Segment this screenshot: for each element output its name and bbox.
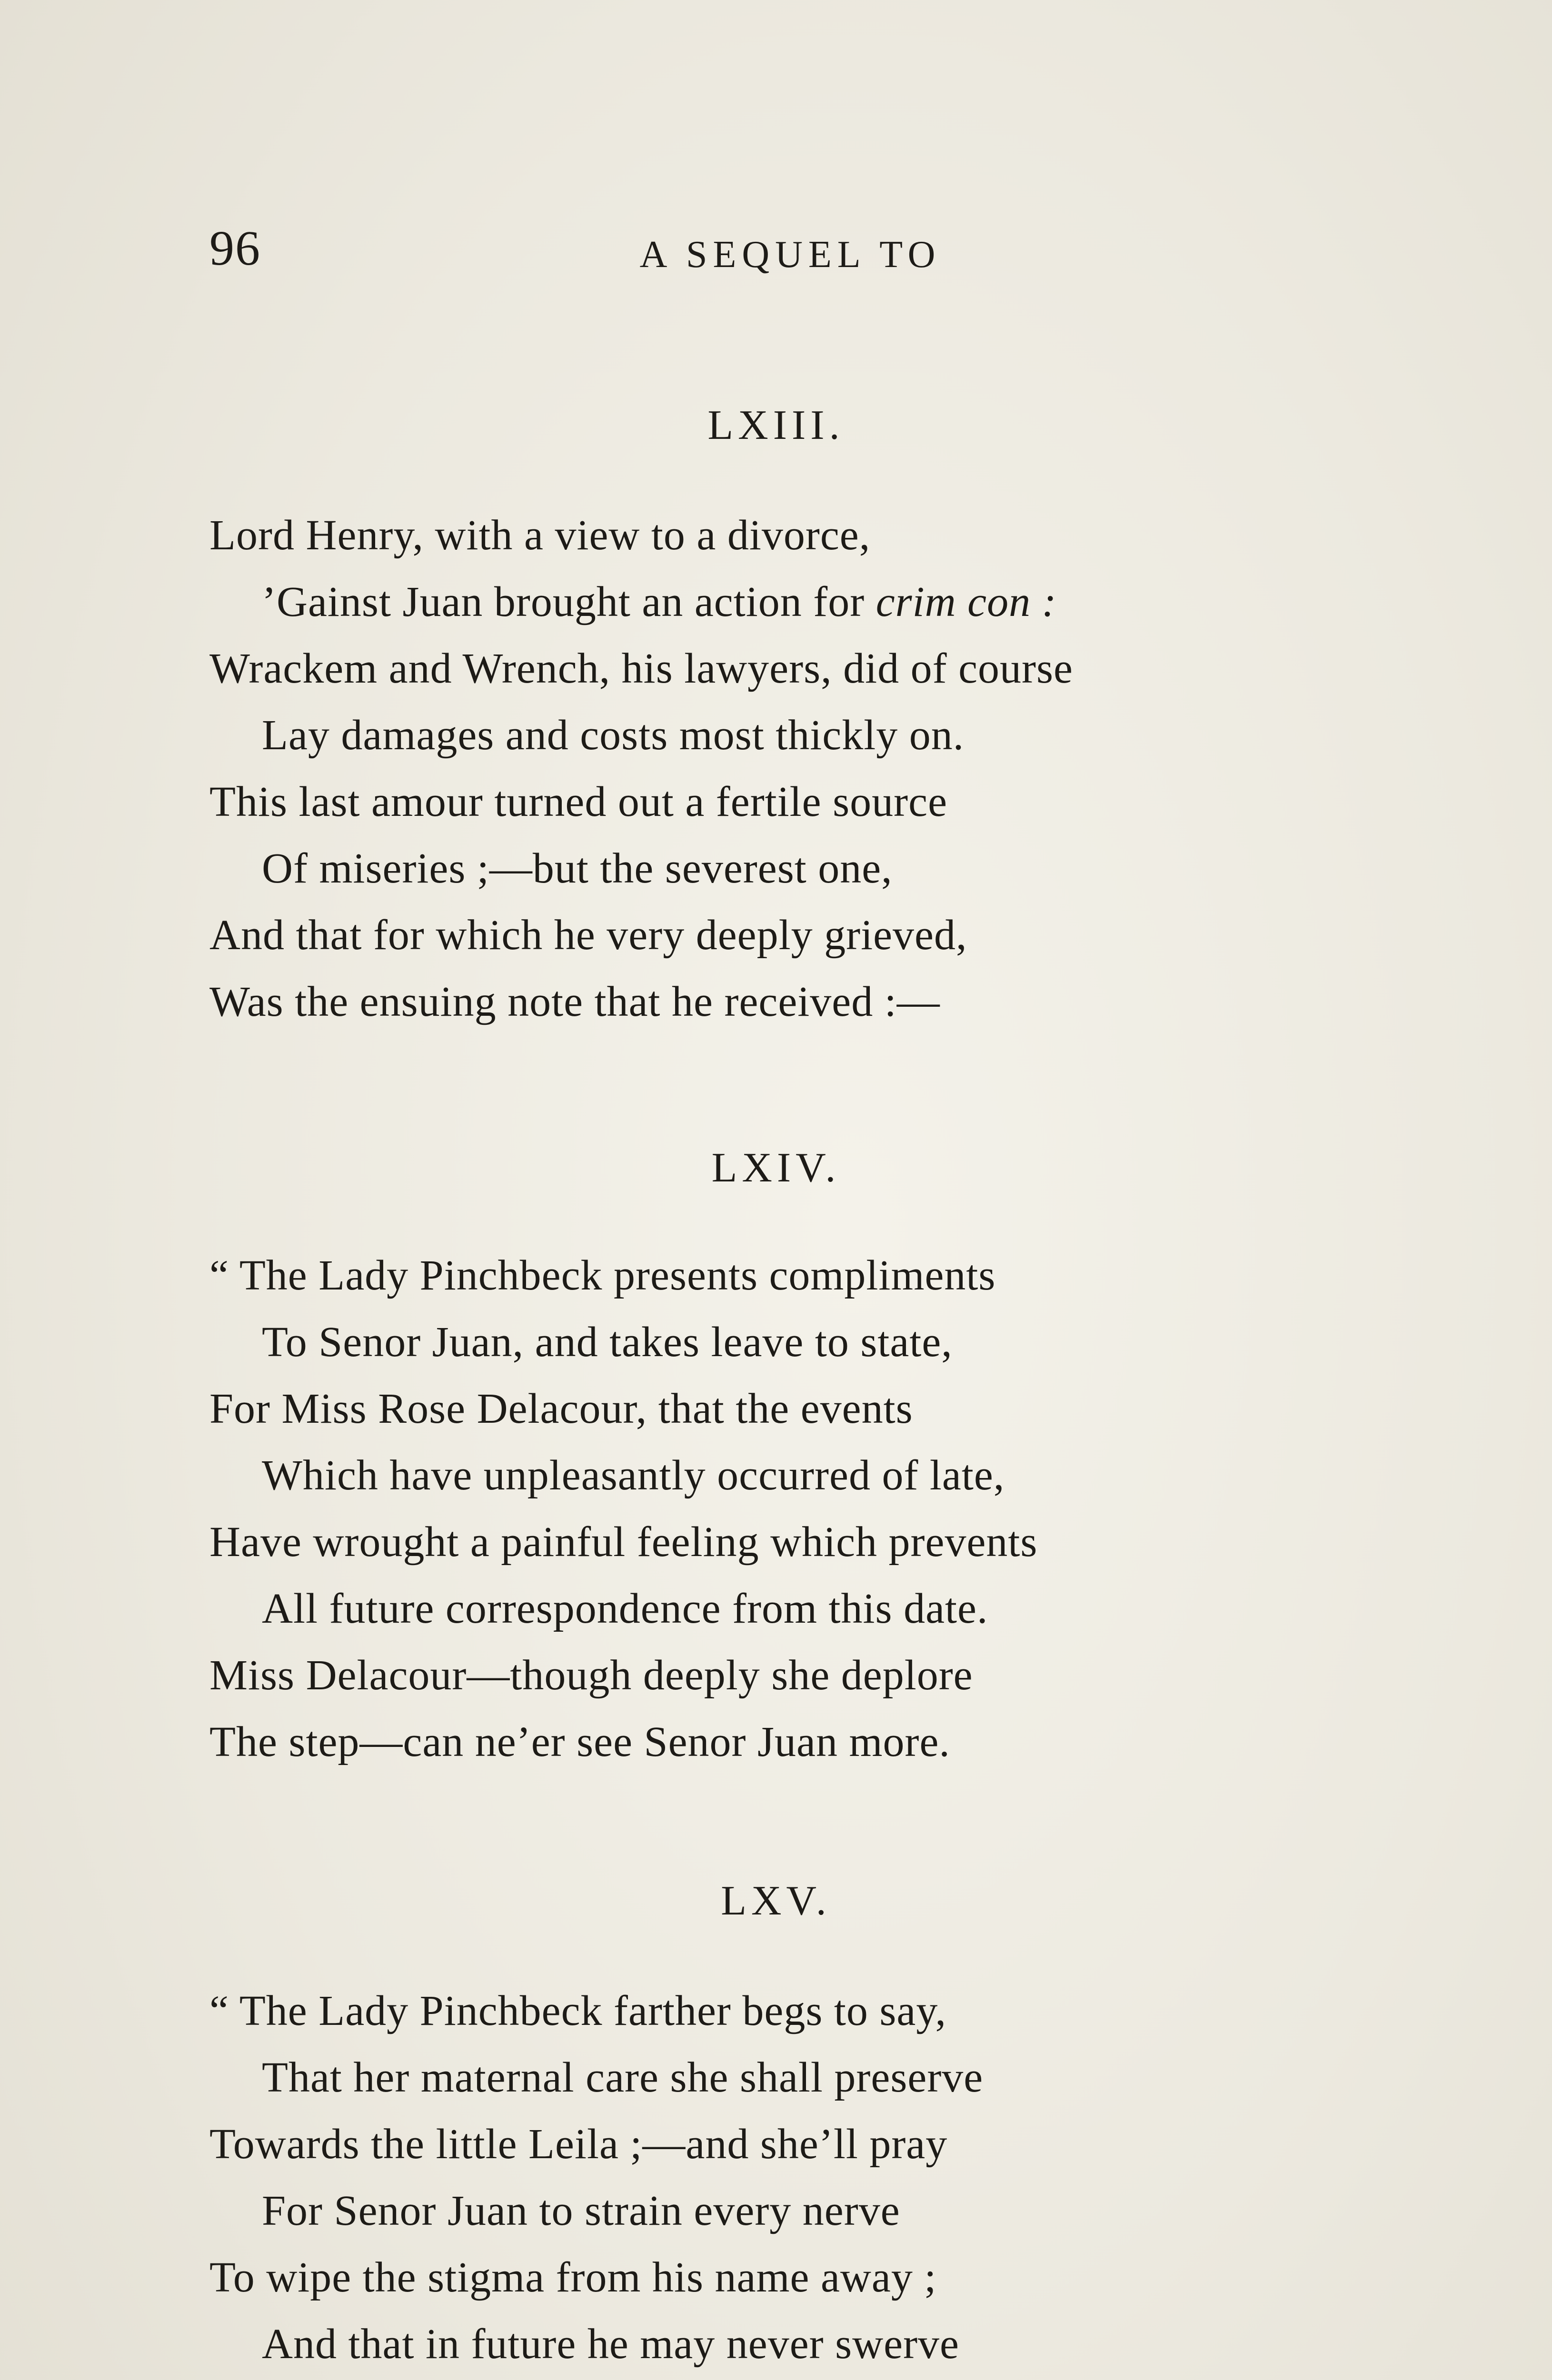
stanza-lxiii bbox=[209, 502, 1400, 1035]
verse-line bbox=[209, 2378, 1400, 2380]
verse-line: This last amour turned out a fertile source bbox=[209, 778, 948, 825]
verse-line: And that in future he may never swerve bbox=[262, 2320, 959, 2368]
verse-line: “ The Lady Pinchbeck presents compliments bbox=[209, 1252, 996, 1299]
stanza-number-lxv: LXV. bbox=[721, 1878, 831, 1924]
verse-line: To Senor Juan, and takes leave to state, bbox=[262, 1319, 953, 1366]
verse-line: “ The Lady Pinchbeck farther begs to say, bbox=[209, 1987, 946, 2034]
verse-line bbox=[209, 569, 1400, 635]
stanza-lxv bbox=[209, 1978, 1400, 2380]
verse-line: Of miseries ;—but the severest one, bbox=[262, 845, 893, 892]
verse-line: Which have unpleasantly occurred of late, bbox=[262, 1452, 1005, 1499]
verse-line: Was the ensuing note that he received :— bbox=[209, 978, 940, 1025]
stanza-lxiv bbox=[209, 1242, 1400, 1775]
verse-line: To wipe the stigma from his name away ; bbox=[209, 2254, 937, 2301]
verse-line: Wrackem and Wrench, his lawyers, did of course bbox=[209, 645, 1073, 692]
stanza-number-lxiv: LXIV. bbox=[711, 1145, 841, 1191]
verse-line: Towards the little Leila ;—and she’ll pray bbox=[209, 2121, 948, 2168]
verse-line: Lord Henry, with a view to a divorce, bbox=[209, 512, 871, 559]
verse-line: The step—can ne’er see Senor Juan more. bbox=[209, 1718, 950, 1765]
running-head: A SEQUEL TO bbox=[639, 234, 941, 276]
verse-line: For Miss Rose Delacour, that the events bbox=[209, 1385, 913, 1432]
verse-line: Miss Delacour—though deeply she deplore bbox=[209, 1652, 973, 1699]
italic-phrase: crim con : bbox=[875, 578, 1057, 625]
page-number: 96 bbox=[209, 221, 261, 276]
stanza-number-lxiii: LXIII. bbox=[707, 402, 845, 448]
verse-line: All future correspondence from this date. bbox=[262, 1585, 988, 1632]
verse-line: And that for which he very deeply grieved, bbox=[209, 912, 967, 959]
verse-line: That her maternal care she shall preserve bbox=[262, 2054, 984, 2101]
verse-line: Have wrought a painful feeling which prevents bbox=[209, 1518, 1038, 1566]
verse-line: For Senor Juan to strain every nerve bbox=[262, 2187, 900, 2234]
verse-line: Lay damages and costs most thickly on. bbox=[262, 712, 965, 759]
verse-line-text: ’Gainst Juan brought an action for bbox=[262, 578, 876, 625]
